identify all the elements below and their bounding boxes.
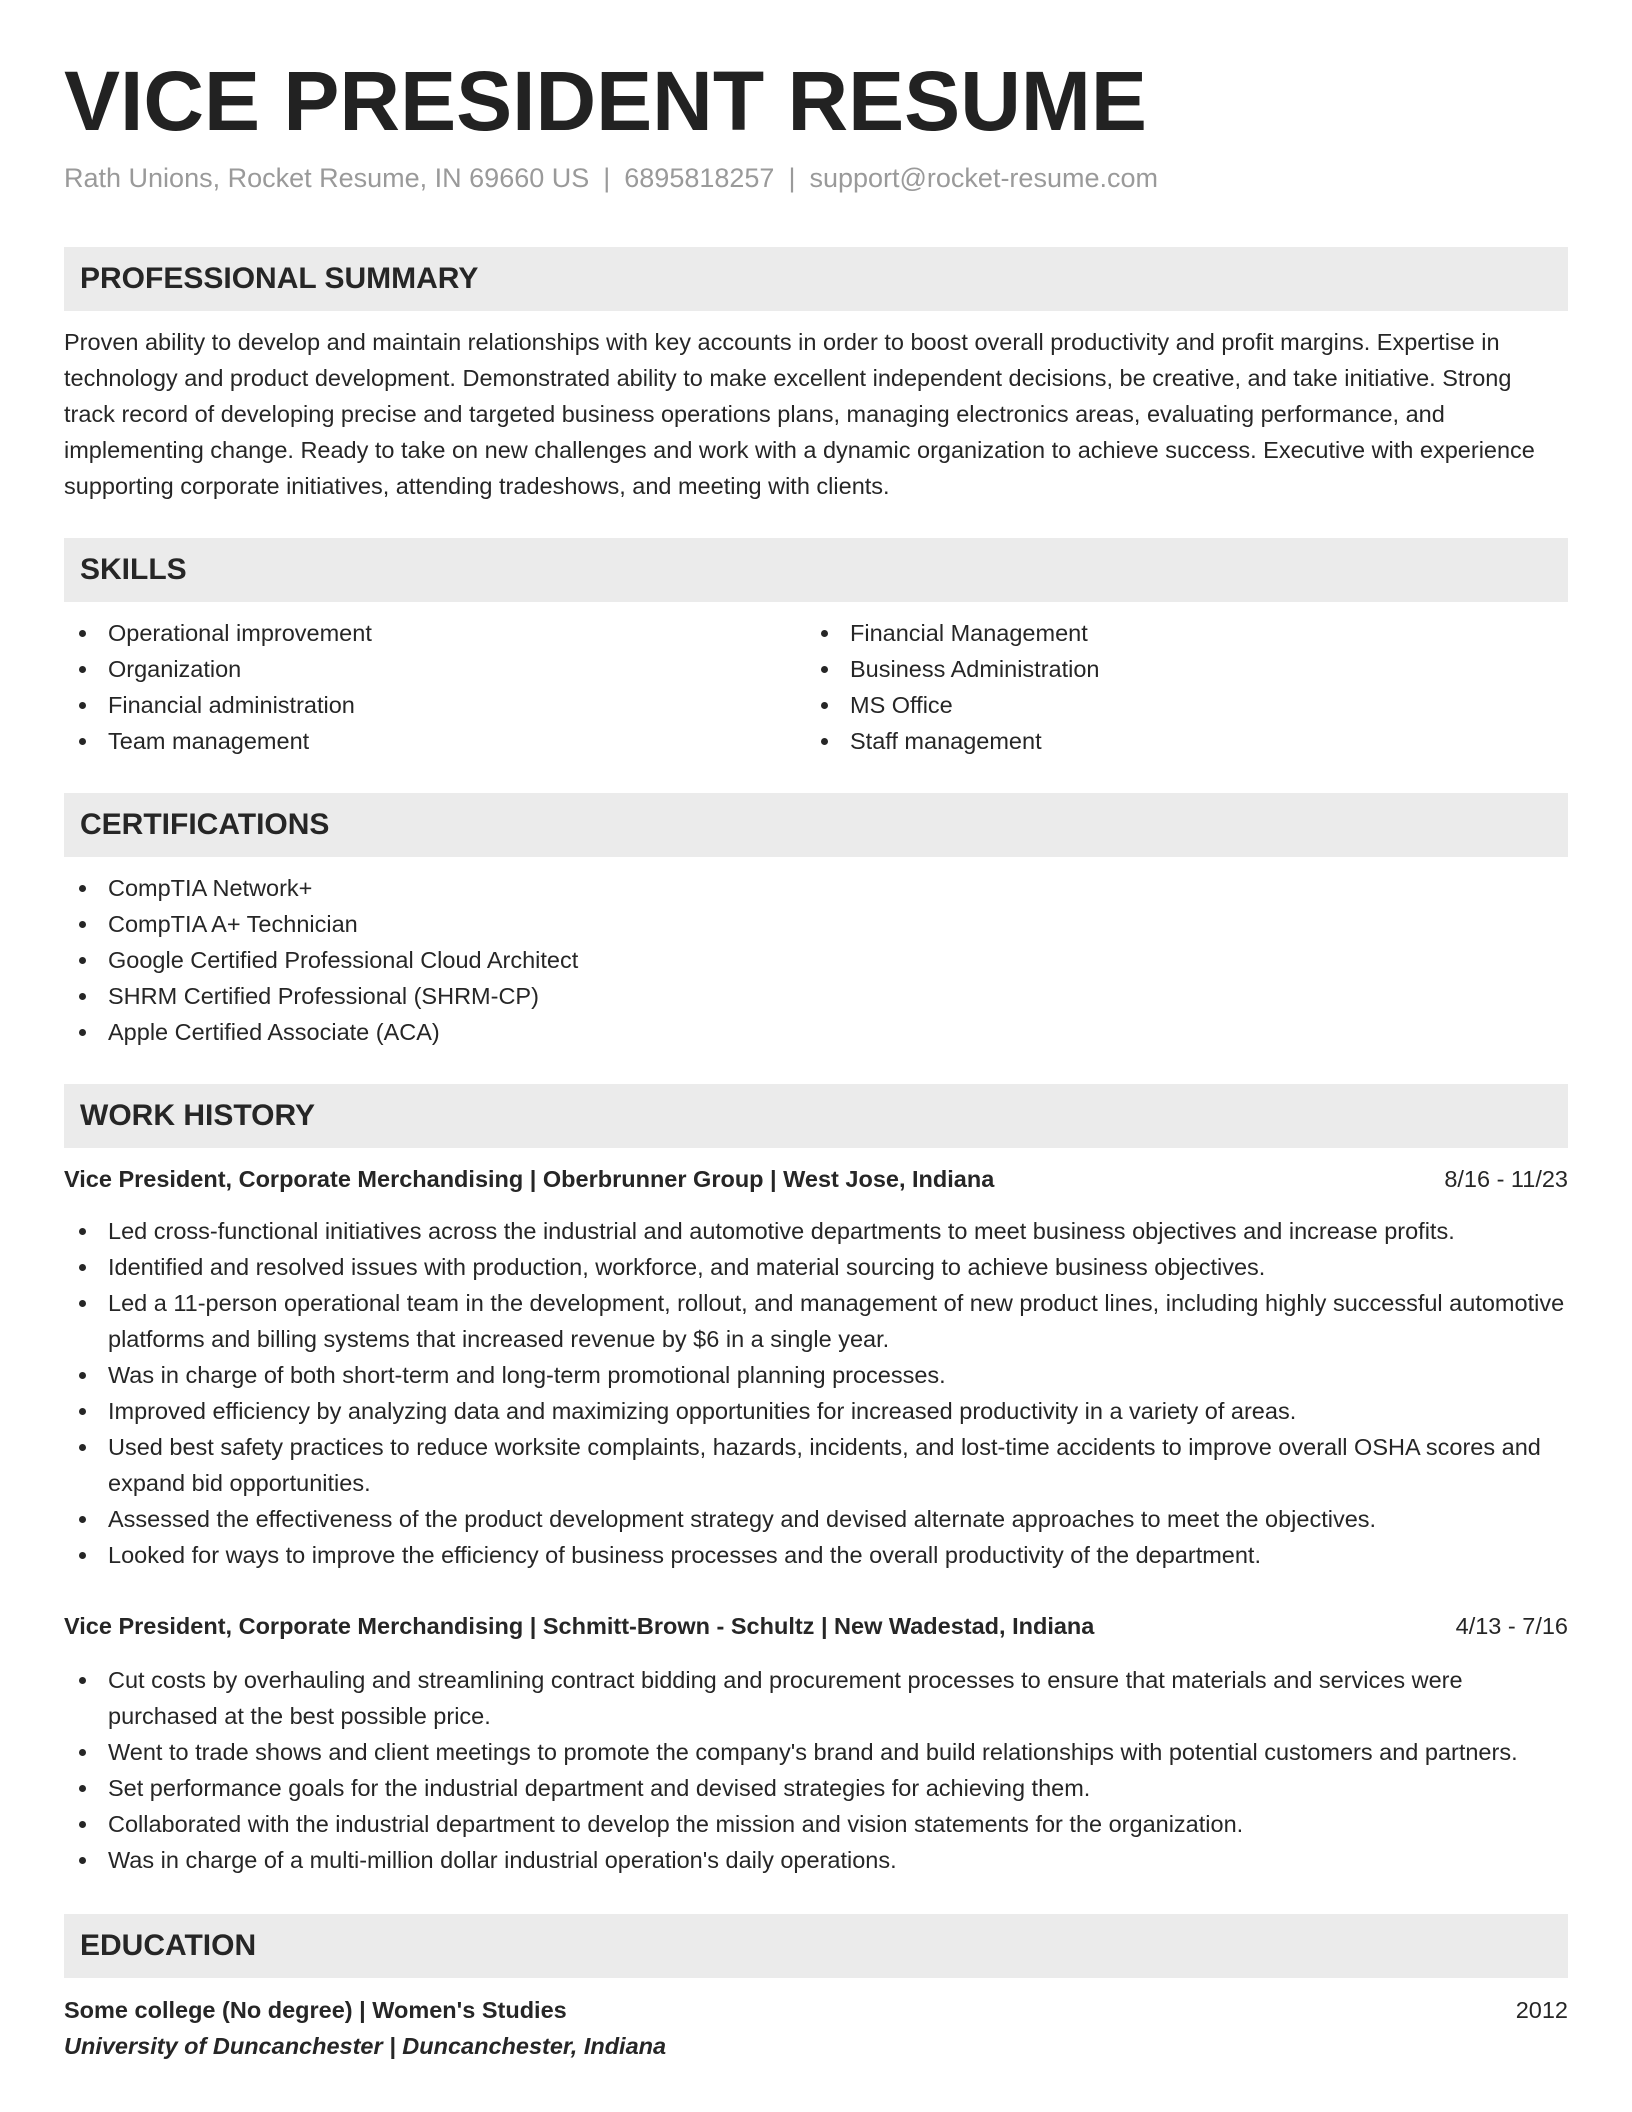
skill-item: Financial Management	[806, 615, 1548, 651]
skills-right-list	[806, 615, 1548, 759]
resume-title: VICE PRESIDENT RESUME	[64, 54, 1147, 148]
bullet-icon	[79, 738, 86, 745]
bullet-icon	[79, 1300, 86, 1307]
certification-item: CompTIA Network+	[64, 870, 1568, 906]
bullet-icon	[79, 1228, 86, 1235]
education-entry	[64, 1992, 1568, 2064]
bullet-icon	[821, 630, 828, 637]
contact-phone: 6895818257	[624, 163, 775, 193]
skills-grid	[64, 615, 1568, 759]
bullet-icon	[821, 702, 828, 709]
job-title: Vice President, Corporate Merchandising | Oberbrunner Group | West Jose, Indiana	[64, 1166, 995, 1192]
job-bullet: Was in charge of a multi-million dollar industrial operation's daily operations.	[64, 1842, 1568, 1878]
job-bullet: Used best safety practices to reduce worksite complaints, hazards, incidents, and lost-time accidents to improve overall OSHA scores and expand bid opportunities.	[64, 1429, 1568, 1501]
certifications-list	[64, 870, 1568, 1050]
bullet-icon	[79, 885, 86, 892]
job-dates: 8/16 - 11/23	[1444, 1166, 1568, 1192]
bullet-icon	[79, 1552, 86, 1559]
bullet-icon	[79, 1029, 86, 1036]
job-title: Vice President, Corporate Merchandising | Schmitt-Brown - Schultz | New Wadestad, Indiana	[64, 1613, 1095, 1639]
bullet-icon	[79, 702, 86, 709]
education-year: 2012	[1515, 1997, 1568, 2023]
bullet-icon	[79, 1444, 86, 1451]
contact-line	[64, 160, 1568, 196]
certification-item: Google Certified Professional Cloud Architect	[64, 942, 1568, 978]
skill-item: Staff management	[806, 723, 1548, 759]
job-bullet: Collaborated with the industrial department to develop the mission and vision statements for the organization.	[64, 1806, 1568, 1842]
skill-item: Operational improvement	[64, 615, 806, 651]
bullet-icon	[79, 1857, 86, 1864]
job-bullet: Improved efficiency by analyzing data and maximizing opportunities for increased productivity in a variety of areas.	[64, 1393, 1568, 1429]
skill-item: Financial administration	[64, 687, 806, 723]
skill-item: Team management	[64, 723, 806, 759]
education-school: University of Duncanchester | Duncanchester, Indiana	[64, 2033, 667, 2059]
contact-email: support@rocket-resume.com	[809, 163, 1158, 193]
bullet-icon	[79, 957, 86, 964]
job-bullet: Set performance goals for the industrial department and devised strategies for achieving them.	[64, 1770, 1568, 1806]
job-bullet: Assessed the effectiveness of the product development strategy and devised alternate approaches to meet the objectives.	[64, 1501, 1568, 1537]
job-bullet: Led cross-functional initiatives across the industrial and automotive departments to meet business objectives and increase profits.	[64, 1213, 1568, 1249]
bullet-icon	[79, 921, 86, 928]
job-bullet: Identified and resolved issues with production, workforce, and material sourcing to achieve business objectives.	[64, 1249, 1568, 1285]
bullet-icon	[79, 630, 86, 637]
summary-text: Proven ability to develop and maintain relationships with key accounts in order to boost overall productivity and profit margins. Expertise in technology and product development. Demonstrated ability to make excellent independent decisions, be creative, and take initiative. Strong track record of developing precise and targeted business operations plans, managing electronics areas, evaluating performance, and implementing change. Ready to take on new challenges and work with a dynamic organization to achieve success. Executive with experience supporting corporate initiatives, attending tradeshows, and meeting with clients.	[64, 329, 1535, 499]
bullet-icon	[79, 1408, 86, 1415]
job-entry	[64, 1161, 1568, 1573]
bullet-icon	[79, 1821, 86, 1828]
section-header-certifications: CERTIFICATIONS	[64, 793, 1568, 857]
job-header	[64, 1161, 1568, 1197]
skill-item: MS Office	[806, 687, 1548, 723]
bullet-icon	[821, 738, 828, 745]
certification-item: SHRM Certified Professional (SHRM-CP)	[64, 978, 1568, 1014]
job-bullets	[64, 1662, 1568, 1878]
job-entry	[64, 1608, 1568, 1878]
education-degree: Some college (No degree) | Women's Studies	[64, 1997, 567, 2023]
skill-item: Organization	[64, 651, 806, 687]
job-bullet: Cut costs by overhauling and streamlining contract bidding and procurement processes to ensure that materials and services were purchased at the best possible price.	[64, 1662, 1568, 1734]
job-bullets	[64, 1213, 1568, 1573]
bullet-icon	[79, 1677, 86, 1684]
job-header	[64, 1608, 1568, 1644]
job-dates: 4/13 - 7/16	[1455, 1613, 1568, 1639]
job-bullet: Led a 11-person operational team in the development, rollout, and management of new product lines, including highly successful automotive platforms and billing systems that increased revenue by $6 in a single year.	[64, 1285, 1568, 1357]
skills-left-list	[64, 615, 806, 759]
job-bullet: Was in charge of both short-term and long-term promotional planning processes.	[64, 1357, 1568, 1393]
job-bullet: Looked for ways to improve the efficiency of business processes and the overall productivity of the department.	[64, 1537, 1568, 1573]
bullet-icon	[79, 1264, 86, 1271]
bullet-icon	[79, 1785, 86, 1792]
bullet-icon	[79, 1516, 86, 1523]
bullet-icon	[79, 993, 86, 1000]
certification-item: CompTIA A+ Technician	[64, 906, 1568, 942]
contact-separator: |	[788, 163, 796, 193]
certification-item: Apple Certified Associate (ACA)	[64, 1014, 1568, 1050]
education-header	[64, 1992, 1568, 2028]
section-header-education: EDUCATION	[64, 1914, 1568, 1978]
bullet-icon	[79, 666, 86, 673]
bullet-icon	[79, 1372, 86, 1379]
contact-address: Rath Unions, Rocket Resume, IN 69660 US	[64, 163, 590, 193]
bullet-icon	[821, 666, 828, 673]
job-bullet: Went to trade shows and client meetings to promote the company's brand and build relationships with potential customers and partners.	[64, 1734, 1568, 1770]
section-header-skills: SKILLS	[64, 538, 1568, 602]
contact-separator: |	[603, 163, 611, 193]
skill-item: Business Administration	[806, 651, 1548, 687]
section-header-work-history: WORK HISTORY	[64, 1084, 1568, 1148]
section-header-summary: PROFESSIONAL SUMMARY	[64, 247, 1568, 311]
resume-page	[64, 0, 1568, 2064]
bullet-icon	[79, 1749, 86, 1756]
